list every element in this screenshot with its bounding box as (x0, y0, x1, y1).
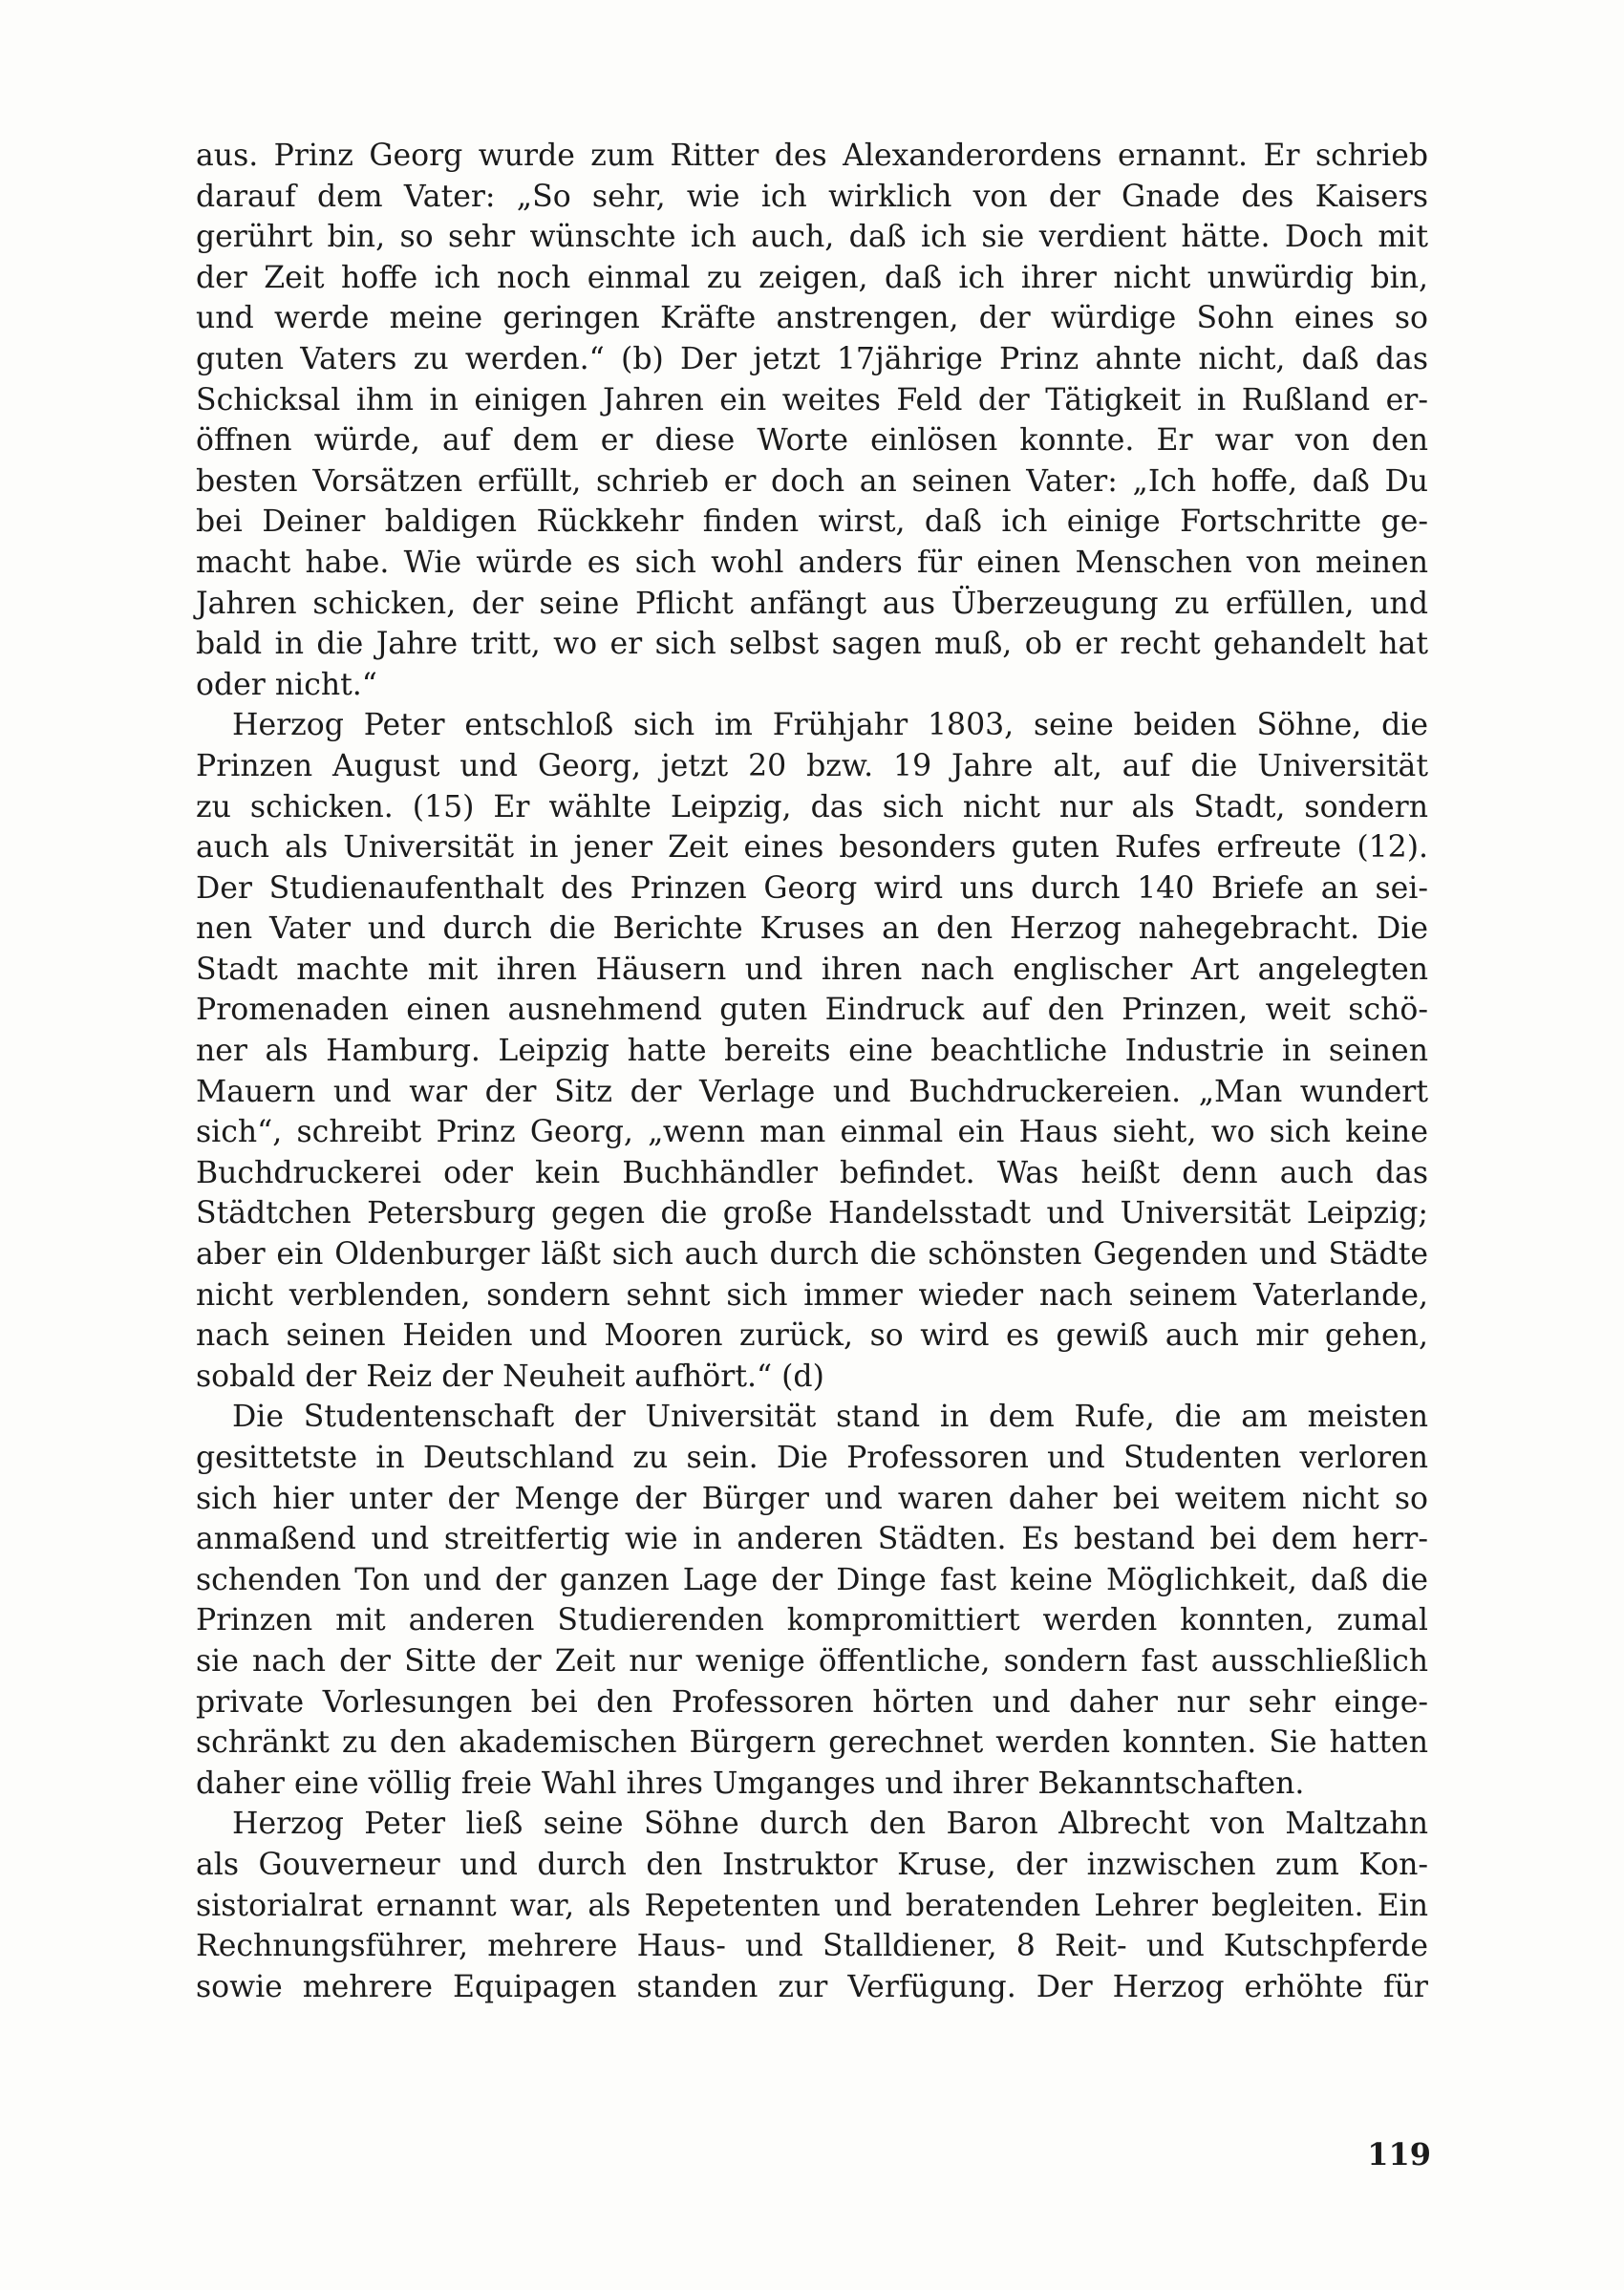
text-line: sich“, schreibt Prinz Georg, „wenn man einmal ein Haus sieht, wo sich keine (196, 1115, 1428, 1150)
text-line: nach seinen Heiden und Mooren zurück, so wird es gewiß auch mir gehen, (196, 1318, 1428, 1354)
text-line: schränkt zu den akademischen Bürgern gerechnet werden konnten. Sie hatten (196, 1725, 1428, 1761)
text-line: oder nicht.“ (196, 667, 377, 702)
text-line: Städtchen Petersburg gegen die große Handelsstadt und Universität Leipzig; (196, 1196, 1428, 1231)
body-text (196, 136, 1428, 2007)
text-line: bei Deiner baldigen Rückkehr finden wirst, daß ich einige Fortschritte ge- (196, 504, 1428, 540)
text-line: Herzog Peter entschloß sich im Frühjahr 1803, seine beiden Söhne, die (232, 708, 1428, 743)
text-line: darauf dem Vater: „So sehr, wie ich wirklich von der Gnade des Kaisers (196, 179, 1428, 214)
text-line: und werde meine geringen Kräfte anstrengen, der würdige Sohn eines so (196, 301, 1428, 336)
text-line: öffnen würde, auf dem er diese Worte einlösen konnte. Er war von den (196, 423, 1428, 459)
text-line: macht habe. Wie würde es sich wohl anders für einen Menschen von meinen (196, 545, 1428, 580)
text-line: Promenaden einen ausnehmend guten Eindruck auf den Prinzen, weit schö- (196, 993, 1428, 1028)
text-line: Prinzen August und Georg, jetzt 20 bzw. 19 Jahre alt, auf die Universität (196, 748, 1428, 783)
text-line: Mauern und war der Sitz der Verlage und Buchdruckereien. „Man wundert (196, 1074, 1428, 1109)
text-line: anmaßend und streitfertig wie in anderen Städten. Es bestand bei dem herr- (196, 1522, 1428, 1557)
text-line: Prinzen mit anderen Studierenden kompromittiert werden konnten, zumal (196, 1603, 1428, 1638)
text-line: aus. Prinz Georg wurde zum Ritter des Alexanderordens ernannt. Er schrieb (196, 139, 1428, 173)
text-line: nen Vater und durch die Berichte Kruses an den Herzog nahegebracht. Die (196, 911, 1428, 947)
text-line: schenden Ton und der ganzen Lage der Dinge fast keine Möglichkeit, daß die (196, 1562, 1428, 1597)
text-line: sobald der Reiz der Neuheit aufhört.“ (d) (196, 1359, 824, 1394)
text-line: daher eine völlig freie Wahl ihres Umganges und ihrer Bekanntschaften. (196, 1766, 1305, 1801)
text-line: Schicksal ihm in einigen Jahren ein weites Feld der Tätigkeit in Rußland er- (196, 382, 1428, 417)
text-line: sowie mehrere Equipagen standen zur Verfügung. Der Herzog erhöhte für (196, 1969, 1428, 2004)
text-line: nicht verblenden, sondern sehnt sich immer wieder nach seinem Vaterlande, (196, 1277, 1428, 1313)
text-line: aber ein Oldenburger läßt sich auch durch die schönsten Gegenden und Städte (196, 1237, 1428, 1273)
text-line: Herzog Peter ließ seine Söhne durch den Baron Albrecht von Maltzahn (232, 1807, 1428, 1842)
text-line: private Vorlesungen bei den Professoren hörten und daher nur sehr einge- (196, 1684, 1428, 1720)
text-line: ner als Hamburg. Leipzig hatte bereits eine beachtliche Industrie in seinen (196, 1034, 1428, 1069)
page-number: 119 (1367, 2136, 1431, 2172)
text-line: Die Studentenschaft der Universität stand in dem Rufe, die am meisten (232, 1400, 1428, 1435)
text-line: auch als Universität in jener Zeit eines besonders guten Rufes erfreute (12). (196, 830, 1428, 866)
text-line: gerührt bin, so sehr wünschte ich auch, daß ich sie verdient hätte. Doch mit (196, 220, 1428, 255)
text-line: guten Vaters zu werden.“ (b) Der jetzt 17jährige Prinz ahnte nicht, daß das (196, 341, 1428, 376)
text-line: Buchdruckerei oder kein Buchhändler befindet. Was heißt denn auch das (196, 1155, 1428, 1190)
text-line: Der Studienaufenthalt des Prinzen Georg wird uns durch 140 Briefe an sei- (196, 870, 1428, 906)
text-line: sie nach der Sitte der Zeit nur wenige öffentliche, sondern fast ausschließlich (196, 1643, 1428, 1679)
text-line: Stadt machte mit ihren Häusern und ihren nach englischer Art angelegten (196, 952, 1428, 987)
text-line: bald in die Jahre tritt, wo er sich selbst sagen muß, ob er recht gehandelt hat (196, 627, 1428, 662)
text-line: gesittetste in Deutschland zu sein. Die Professoren und Studenten verloren (196, 1441, 1428, 1475)
text-line: der Zeit hoffe ich noch einmal zu zeigen, daß ich ihrer nicht unwürdig bin, (196, 260, 1428, 295)
text-line: Jahren schicken, der seine Pflicht anfängt aus Überzeugung zu erfüllen, und (196, 586, 1428, 621)
text-line: sich hier unter der Menge der Bürger und waren daher bei weitem nicht so (196, 1481, 1428, 1516)
text-line: sistorialrat ernannt war, als Repetenten und beratenden Lehrer begleiten. Ein (196, 1888, 1428, 1923)
text-line: Rechnungsführer, mehrere Haus- und Stalldiener, 8 Reit- und Kutschpferde (196, 1929, 1428, 1964)
text-line: zu schicken. (15) Er wählte Leipzig, das sich nicht nur als Stadt, sondern (196, 789, 1428, 824)
text-line: als Gouverneur und durch den Instruktor Kruse, der inzwischen zum Kon- (196, 1847, 1428, 1882)
text-line: besten Vorsätzen erfüllt, schrieb er doch an seinen Vater: „Ich hoffe, daß Du (196, 463, 1428, 499)
